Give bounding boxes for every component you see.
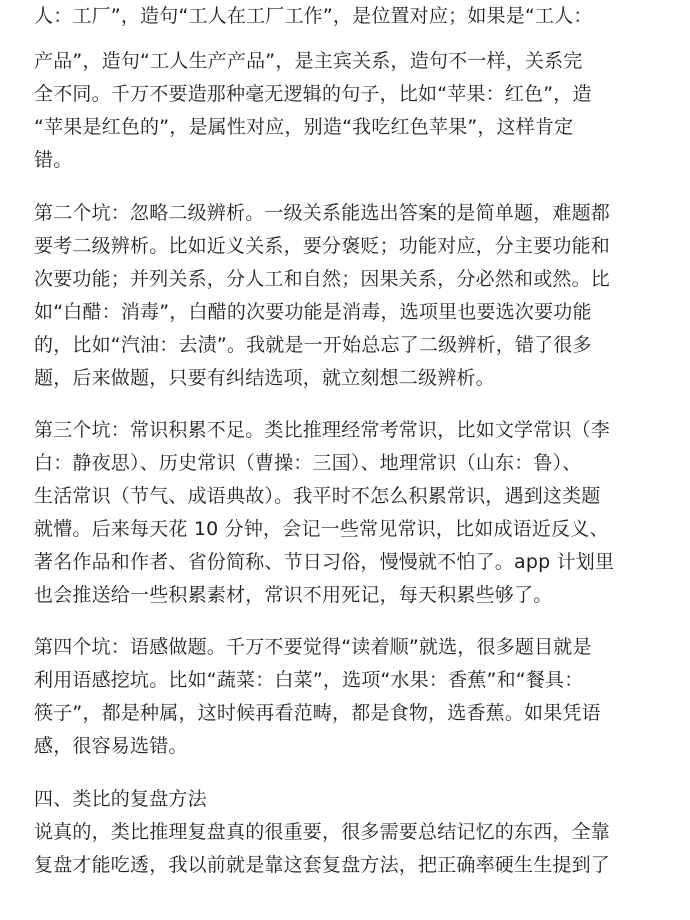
text-line: 要考二级辨析。比如近义关系，要分褒贬；功能对应，分主要功能和 bbox=[34, 235, 611, 257]
text-line: 的，比如“汽油：去渍”。我就是一开始总忘了二级辨析，错了很多 bbox=[34, 334, 592, 356]
text-line: 人：工厂”，造句“工人在工厂工作”，是位置对应；如果是“工人： bbox=[34, 5, 593, 27]
section-heading: 四、类比的复盘方法 bbox=[34, 788, 207, 810]
text-line: 生活常识（节气、成语典故）。我平时不怎么积累常识，遇到这类题 bbox=[34, 485, 601, 507]
text-line: 感，很容易选错。 bbox=[34, 735, 188, 757]
text-line: 产品”，造句“工人生产产品”，是主宾关系，造句不一样，关系完 bbox=[34, 50, 583, 72]
text-line: 筷子”，都是种属，这时候再看范畴，都是食物，选香蕉。如果凭语 bbox=[34, 702, 601, 724]
text-line: 利用语感挖坑。比如“蔬菜：白菜”，选项“水果：香蕉”和“餐具： bbox=[34, 669, 584, 691]
text-line: 题，后来做题，只要有纠结选项，就立刻想二级辨析。 bbox=[34, 367, 495, 389]
text-line: 全不同。千万不要造那种毫无逻辑的句子，比如“苹果：红色”，造 bbox=[34, 83, 592, 105]
text-line: 著名作品和作者、省份简称、节日习俗，慢慢就不怕了。app 计划里 bbox=[34, 551, 615, 573]
text-line: 次要功能；并列关系，分人工和自然；因果关系，分必然和或然。比 bbox=[34, 268, 611, 290]
text-line: “苹果是红色的”，是属性对应，别造“我吃红色苹果”，这样肯定 bbox=[34, 116, 574, 138]
text-line: 也会推送给一些积累素材，常识不用死记，每天积累些够了。 bbox=[34, 584, 553, 606]
text-line: 如“白醋：消毒”，白醋的次要功能是消毒，选项里也要选次要功能 bbox=[34, 301, 592, 323]
text-line: 白：静夜思）、历史常识（曹操：三国）、地理常识（山东：鲁）、 bbox=[34, 452, 582, 474]
text-line: 第二个坑：忽略二级辨析。一级关系能选出答案的是简单题，难题都 bbox=[34, 202, 611, 224]
text-line: 就懵。后来每天花 10 分钟，会记一些常见常识，比如成语近反义、 bbox=[34, 518, 609, 540]
text-line: 复盘才能吃透，我以前就是靠这套复盘方法，把正确率硬生生提到了 bbox=[34, 854, 611, 876]
text-line: 第三个坑：常识积累不足。类比推理经常考常识，比如文学常识（李 bbox=[34, 419, 611, 441]
text-line: 第四个坑：语感做题。千万不要觉得“读着顺”就选，很多题目就是 bbox=[34, 636, 592, 658]
text-line: 错。 bbox=[34, 149, 73, 171]
text-line: 说真的，类比推理复盘真的很重要，很多需要总结记忆的东西，全靠 bbox=[34, 821, 611, 843]
